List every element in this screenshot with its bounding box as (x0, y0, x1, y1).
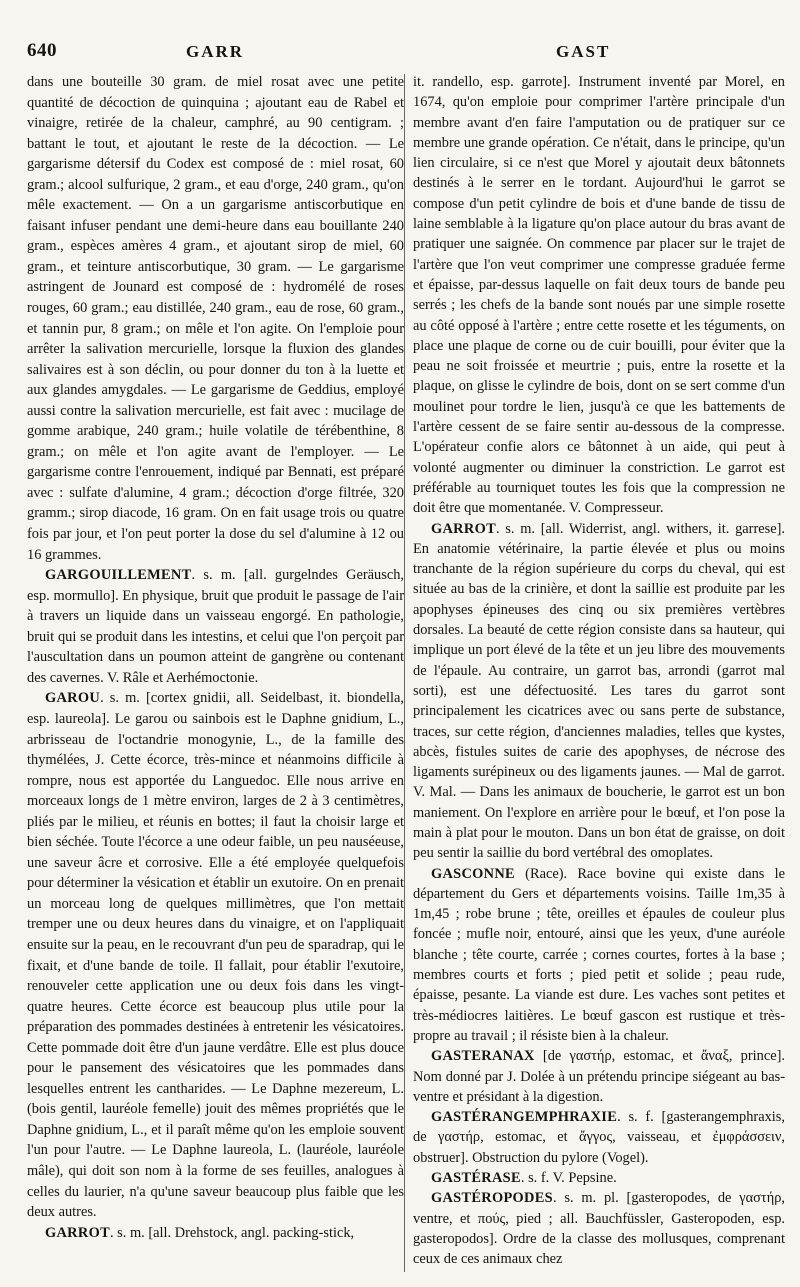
entry-gasterase (413, 1168, 785, 1188)
garrot-1-continuation: it. randello, esp. garrote]. Instrument inventé par Morel, en 1674, qu'on emploie pour comprimer l'artère principale d'un membre avant d'en faire l'amputation ou de pratiquer sur ce membre une grande opération. Ce n'était, dans le principe, qu'un lien circulaire, si ce n'est que Morel y ajoutait deux bâtonnets destinés à le serrer en le tordant. Aujourd'hui le garrot se compose d'un petit cylindre de bois et d'une bande de tissu de laine semblable à la ligature qu'on place autour du bras avant de pratiquer une saignée. On commence par placer sur le trajet de l'artère que l'on veut comprimer une compresse graduée ferme et épaisse, par-dessus laquelle on fait deux tours de bande peu serrés ; les chefs de la bande sont noués par une simple rosette au côté opposé à l'artère ; entre cette rosette et les téguments, on place une plaque de corne ou de cuir bouilli, pour éviter que la peau ne soit froissée et meurtrie ; puis, entre la rosette et la plaque, on glisse le cylindre de bois, dont on se sert comme d'un moulinet pour tordre le lien, jusqu'à ce que les battements de l'artère cessent de se faire sentir au-dessous de la compresse. L'opérateur confie alors ce bâtonnet à un aide, qui peut à volonté augmenter ou diminuer la constriction. Le garrot est préférable au tourniquet toutes les fois que la compression ne doit être que momentanée. V. Compresseur. (413, 74, 785, 517)
entry-garou (27, 688, 404, 1222)
headword-gasconne: GASCONNE (431, 865, 515, 882)
entry-garrot-1 (27, 1223, 404, 1244)
gargarisme-continuation: dans une bouteille 30 gram. de miel rosat avec une petite quantité de décoction de quinquina ; ajoutant eau de Rabel et vinaigre, retirée de la chaleur, camphré, au 90 centigram. ; battant le tout, et ajoutant le reste de la décoction. — Le gargarisme détersif du Codex est composé de : miel rosat, 60 gram.; alcool sulfurique, 2 gram., et eau d'orge, 240 gram., qu'on mêle exactement. — On a un gargarisme antiscorbutique en faisant infuser pendant une demi-heure dans eau bouillante 240 gram., espèces amères 4 gram., et ajoutant sirop de miel, 60 gram., et teinture antiscorbutique, 30 gram. — Le gargarisme astringent de Jounard est composé de : hydromélé de roses rouges, 60 gram.; eau distillée, 240 gram., eau de rose, 60 gram., et tannin pur, 8 gram.; on mêle et l'on agite. On l'emploie pour arrêter la salivation mercurielle, lorsque la fluxion des glandes salivaires est à son déclin, ou pour donner du ton à la luette et aux glandes amygdales. — Le gargarisme de Geddius, employé aussi contre la salivation mercurielle, est fait avec : mucilage de gomme arabique, 240 gram.; huile volatile de térébenthine, 8 gram.; on mêle et l'on agite avant de l'employer. — Le gargarisme contre l'enrouement, indiqué par Bennati, est préparé avec : sulfate d'alumine, 4 gram.; décoction d'orge filtrée, 320 gramm.; sirop diacode, 16 gram. On en fait usage trois ou quatre fois par jour, et l'on peut porter la dose du sel d'alumine à 12 ou 16 grammes. (27, 74, 404, 563)
column-divider (404, 74, 405, 1272)
headword-gasteranax: GASTERANAX (431, 1048, 535, 1065)
headword-gasteropodes: GASTÉROPODES (431, 1190, 553, 1207)
headword-gasterase: GASTÉRASE (431, 1170, 521, 1187)
right-column (413, 72, 785, 1270)
headword-garrot-1: GARROT (45, 1224, 110, 1241)
headword-garrot-2: GARROT (431, 520, 496, 537)
entry-gasterangemphraxie-body: . s. f. [gasterangemphraxis, de γαστήρ, estomac, et ἄγγος, vaisseau, et ἐμφράσσειν, obstruer]. Obstruction du pylore (Vogel). (413, 1109, 785, 1166)
entry-gargouillement-body: . s. m. [all. gurgelndes Geräusch, esp. mormullo]. En physique, bruit que produit le passage de l'air à travers un liquide dans un vaisseau engorgé. En pathologie, bruit qui se produit dans les intestins, et celui que l'on perçoit par l'auscultation dans un poumon atteint de gangrène ou contenant des cavernes. V. Râle et Aerhémoctonie. (27, 567, 404, 686)
entry-gasconne (413, 864, 785, 1047)
entry-garrot-2 (413, 519, 785, 864)
left-column (27, 72, 404, 1243)
entry-gasterangemphraxie (413, 1107, 785, 1168)
entry-gasterase-body: . s. f. V. Pepsine. (520, 1170, 617, 1187)
running-head-right: GAST (556, 42, 611, 61)
entry-garrot-1-body: . s. m. [all. Drehstock, angl. packing-stick, (109, 1224, 355, 1241)
entry-gasconne-body: (Race). Race bovine qui existe dans le département du Gers et départements voisins. Taille 1m,35 à 1m,45 ; robe brune ; tête, oreilles et épaules de couleur plus foncée ; mufle noir, entouré, ainsi que les yeux, d'une auréole blanche ; tête courte, carrée ; cornes courtes, fortes à la base ; membres courts et forts ; pied petit et solide ; peau rude, épaisse, pesante. La viande est dure. Les vaches sont petites et très-médiocres laitières. Le bœuf gascon est rustique et très-propre au travail ; il résiste bien à la chaleur. (413, 865, 785, 1044)
page-header (0, 14, 800, 64)
entry-gasteranax-body: [de γαστήρ, estomac, et ἄναξ, prince]. Nom donné par J. Dolée à un prétendu principe siégeant au bas-ventre et présidant à la digestion. (413, 1048, 785, 1105)
entry-garou-body: . s. m. [cortex gnidii, all. Seidelbast, it. biondella, esp. laureola]. Le garou ou sainbois est le Daphne gnidium, L., arbrisseau de l'octandrie monogynie, L., de la famille des thymélées, J. Cette écorce, très-mince et néanmoins difficile à rompre, nous est apportée du Languedoc. Elle nous arrive en morceaux longs de 1 mètre environ, larges de 2 à 3 centimètres, pliés par le milieu, et réunis en bottes; il faut la choisir large et bien séchée. Toute l'écorce a une odeur faible, un peu nauséeuse, une saveur âcre et corrosive. Elle a été employée quelquefois pour déterminer la vésication et établir un exutoire. On en prenait un morceau long de quelques millimètres, que l'on mettait tremper une ou deux heures dans du vinaigre, et on l'appliquait ensuite sur la peau, en le recouvrant d'un peu de sparadrap, qui le fixait, et d'une bande de toile. Il fallait, pour établir l'exutoire, renouveler cette application une ou deux fois dans les vingt-quatre heures. Cette écorce est beaucoup plus utile pour la préparation des pommades destinées à entretenir les vésicatoires. Cette pommade doit être d'un jaune verdâtre. Elle est plus douce pour le pansement des vésicatoires que les pommades dans lesquelles entrent les cantharides. — Le Daphne mezereum, L. (bois gentil, lauréole femelle) jouit des mêmes propriétés que le Daphne gnidium, L., et il paraît même qu'on les emploie souvent l'un pour l'autre. — Le Daphne laureola, L. (lauréole, lauréole mâle), qui doit son nom à la forme de ses feuilles, analogues à celles du laurier, n'a qu'une saveur beaucoup plus faible que les deux autres. (27, 690, 404, 1221)
headword-garou: GAROU (45, 690, 101, 707)
headword-gargouillement: GARGOUILLEMENT (45, 567, 192, 584)
headword-gasterangemphraxie: GASTÉRANGEMPHRAXIE (431, 1109, 618, 1126)
entry-gasteropodes (413, 1188, 785, 1269)
running-head-left: GARR (186, 42, 245, 61)
entry-gargouillement (27, 565, 404, 688)
entry-gasteranax (413, 1046, 785, 1107)
page-number: 640 (27, 40, 57, 61)
entry-garrot-2-body: . s. m. [all. Widerrist, angl. withers, it. garrese]. En anatomie vétérinaire, la partie élevée et plus ou moins tranchante de la région supérieure du corps du cheval, qui est située au bas de la crinière, et dont la saillie est produite par les apophyses épineuses des cinq ou six premières vertèbres dorsales. La beauté de cette région consiste dans sa hauteur, qui implique un port élevé de la tête et un jeu libre des mouvements de l'épaule. Au contraire, un garrot bas, arrondi (garrot mal sorti), est une défectuosité. Les tares du garrot sont principalement les cicatrices avec ou sans perte de substance, traces, sur cette région, d'anciennes maladies, telles que kystes, abcès, fistules suites de carie des apophyses, de nécrose des ligaments surépineux ou des ligaments jaunes. — Mal de garrot. V. Mal. — Dans les animaux de boucherie, le garrot est un bon maniement. On l'explore en arrière pour le bœuf, et l'on pose la main à plat pour le mouton. Dans un bon état de graisse, on doit peu sentir la saillie du bord vertébral des omoplates. (413, 520, 785, 862)
entry-gasteropodes-body: . s. m. pl. [gasteropodes, de γαστήρ, ventre, et πούς, pied ; all. Bauchfüssler, Gasteropoden, esp. gasteropodos]. Ordre de la classe des mollusques, comprenant ceux de ces animaux chez (413, 1190, 785, 1268)
